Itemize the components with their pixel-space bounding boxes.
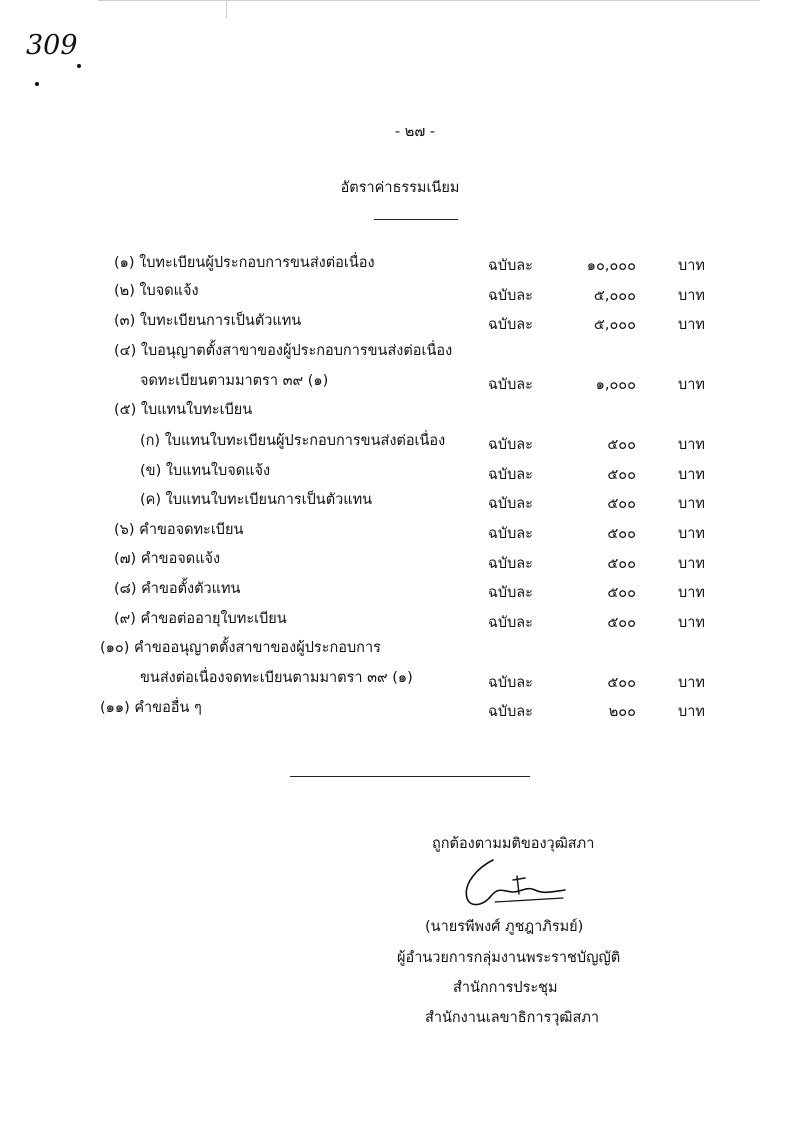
ink-dot <box>77 64 81 68</box>
fee-label: (๒) ใบจดแจ้ง <box>114 283 199 299</box>
fee-currency: บาท <box>678 585 705 601</box>
page-title: อัตราค่าธรรมเนียม <box>340 180 460 196</box>
fee-currency: บาท <box>678 675 705 691</box>
fee-label: (ข) ใบแทนใบจดแจ้ง <box>140 463 271 479</box>
fee-amount: ๑,๐๐๐ <box>595 377 636 393</box>
fee-currency: บาท <box>678 317 705 333</box>
fee-label: (๘) คำขอตั้งตัวแทน <box>114 581 241 597</box>
fee-label: (๑๑) คำขออื่น ๆ <box>100 700 202 716</box>
office-name: สำนักงานเลขาธิการวุฒิสภา <box>425 1010 600 1026</box>
fee-unit: ฉบับละ <box>488 526 533 542</box>
page-number: - ๒๗ - <box>394 124 436 140</box>
fee-amount: ๑๐,๐๐๐ <box>586 258 636 274</box>
fee-amount: ๕๐๐ <box>607 467 636 483</box>
fee-unit: ฉบับละ <box>488 317 533 333</box>
fee-currency: บาท <box>678 496 705 512</box>
fee-amount: ๕๐๐ <box>607 615 636 631</box>
fee-unit: ฉบับละ <box>488 496 533 512</box>
bureau-name: สำนักการประชุม <box>453 980 558 996</box>
fee-currency: บาท <box>678 615 705 631</box>
fee-amount: ๕,๐๐๐ <box>593 288 636 304</box>
ink-dot <box>35 82 39 86</box>
fee-label: (๙) คำขอต่ออายุใบทะเบียน <box>114 611 287 627</box>
fee-label: ขนส่งต่อเนื่องจดทะเบียนตามมาตรา ๓๙ (๑) <box>140 670 413 686</box>
fee-currency: บาท <box>678 704 705 720</box>
certification-approved: ถูกต้องตามมติของวุฒิสภา <box>432 836 595 852</box>
fee-unit: ฉบับละ <box>488 615 533 631</box>
fee-label: จดทะเบียนตามมาตรา ๓๙ (๑) <box>140 373 329 389</box>
handwritten-page-number: 309 <box>26 30 78 61</box>
fee-label: (๖) คำขอจดทะเบียน <box>114 522 244 538</box>
fee-amount: ๕,๐๐๐ <box>593 317 636 333</box>
fee-label: (๓) ใบทะเบียนการเป็นตัวแทน <box>114 313 302 329</box>
fee-amount: ๒๐๐ <box>608 704 636 720</box>
fee-label: (๕) ใบแทนใบทะเบียน <box>114 402 253 418</box>
fee-currency: บาท <box>678 467 705 483</box>
fee-currency: บาท <box>678 288 705 304</box>
title-underline <box>374 219 458 220</box>
scan-top-mark <box>226 0 227 18</box>
fee-label: (ก) ใบแทนใบทะเบียนผู้ประกอบการขนส่งต่อเนื่อง <box>140 433 446 449</box>
fee-amount: ๕๐๐ <box>607 675 636 691</box>
fee-label: (๗) คำขอจดแจ้ง <box>114 551 221 567</box>
fee-unit: ฉบับละ <box>488 258 533 274</box>
fee-unit: ฉบับละ <box>488 556 533 572</box>
fee-label: (ค) ใบแทนใบทะเบียนการเป็นตัวแทน <box>140 492 373 508</box>
fee-currency: บาท <box>678 526 705 542</box>
fee-unit: ฉบับละ <box>488 675 533 691</box>
fee-currency: บาท <box>678 258 705 274</box>
signature <box>455 856 575 914</box>
fee-amount: ๕๐๐ <box>607 496 636 512</box>
fee-label: (๔) ใบอนุญาตตั้งสาขาของผู้ประกอบการขนส่งต่อเนื่อง <box>114 343 453 359</box>
fee-unit: ฉบับละ <box>488 437 533 453</box>
fee-currency: บาท <box>678 377 705 393</box>
fee-unit: ฉบับละ <box>488 467 533 483</box>
fee-amount: ๕๐๐ <box>607 585 636 601</box>
fee-label: (๑) ใบทะเบียนผู้ประกอบการขนส่งต่อเนื่อง <box>114 255 375 271</box>
scan-top-edge <box>98 0 760 1</box>
section-divider <box>290 776 530 777</box>
fee-unit: ฉบับละ <box>488 585 533 601</box>
signatory-position: ผู้อำนวยการกลุ่มงานพระราชบัญญัติ <box>397 950 621 966</box>
fee-label: (๑๐) คำขออนุญาตตั้งสาขาของผู้ประกอบการ <box>100 640 381 656</box>
fee-currency: บาท <box>678 556 705 572</box>
fee-unit: ฉบับละ <box>488 288 533 304</box>
fee-unit: ฉบับละ <box>488 704 533 720</box>
signatory-name: (นายรพีพงศ์ ภูชฎาภิรมย์) <box>425 919 584 935</box>
fee-amount: ๕๐๐ <box>607 526 636 542</box>
fee-unit: ฉบับละ <box>488 377 533 393</box>
fee-amount: ๕๐๐ <box>607 437 636 453</box>
fee-currency: บาท <box>678 437 705 453</box>
fee-amount: ๕๐๐ <box>607 556 636 572</box>
